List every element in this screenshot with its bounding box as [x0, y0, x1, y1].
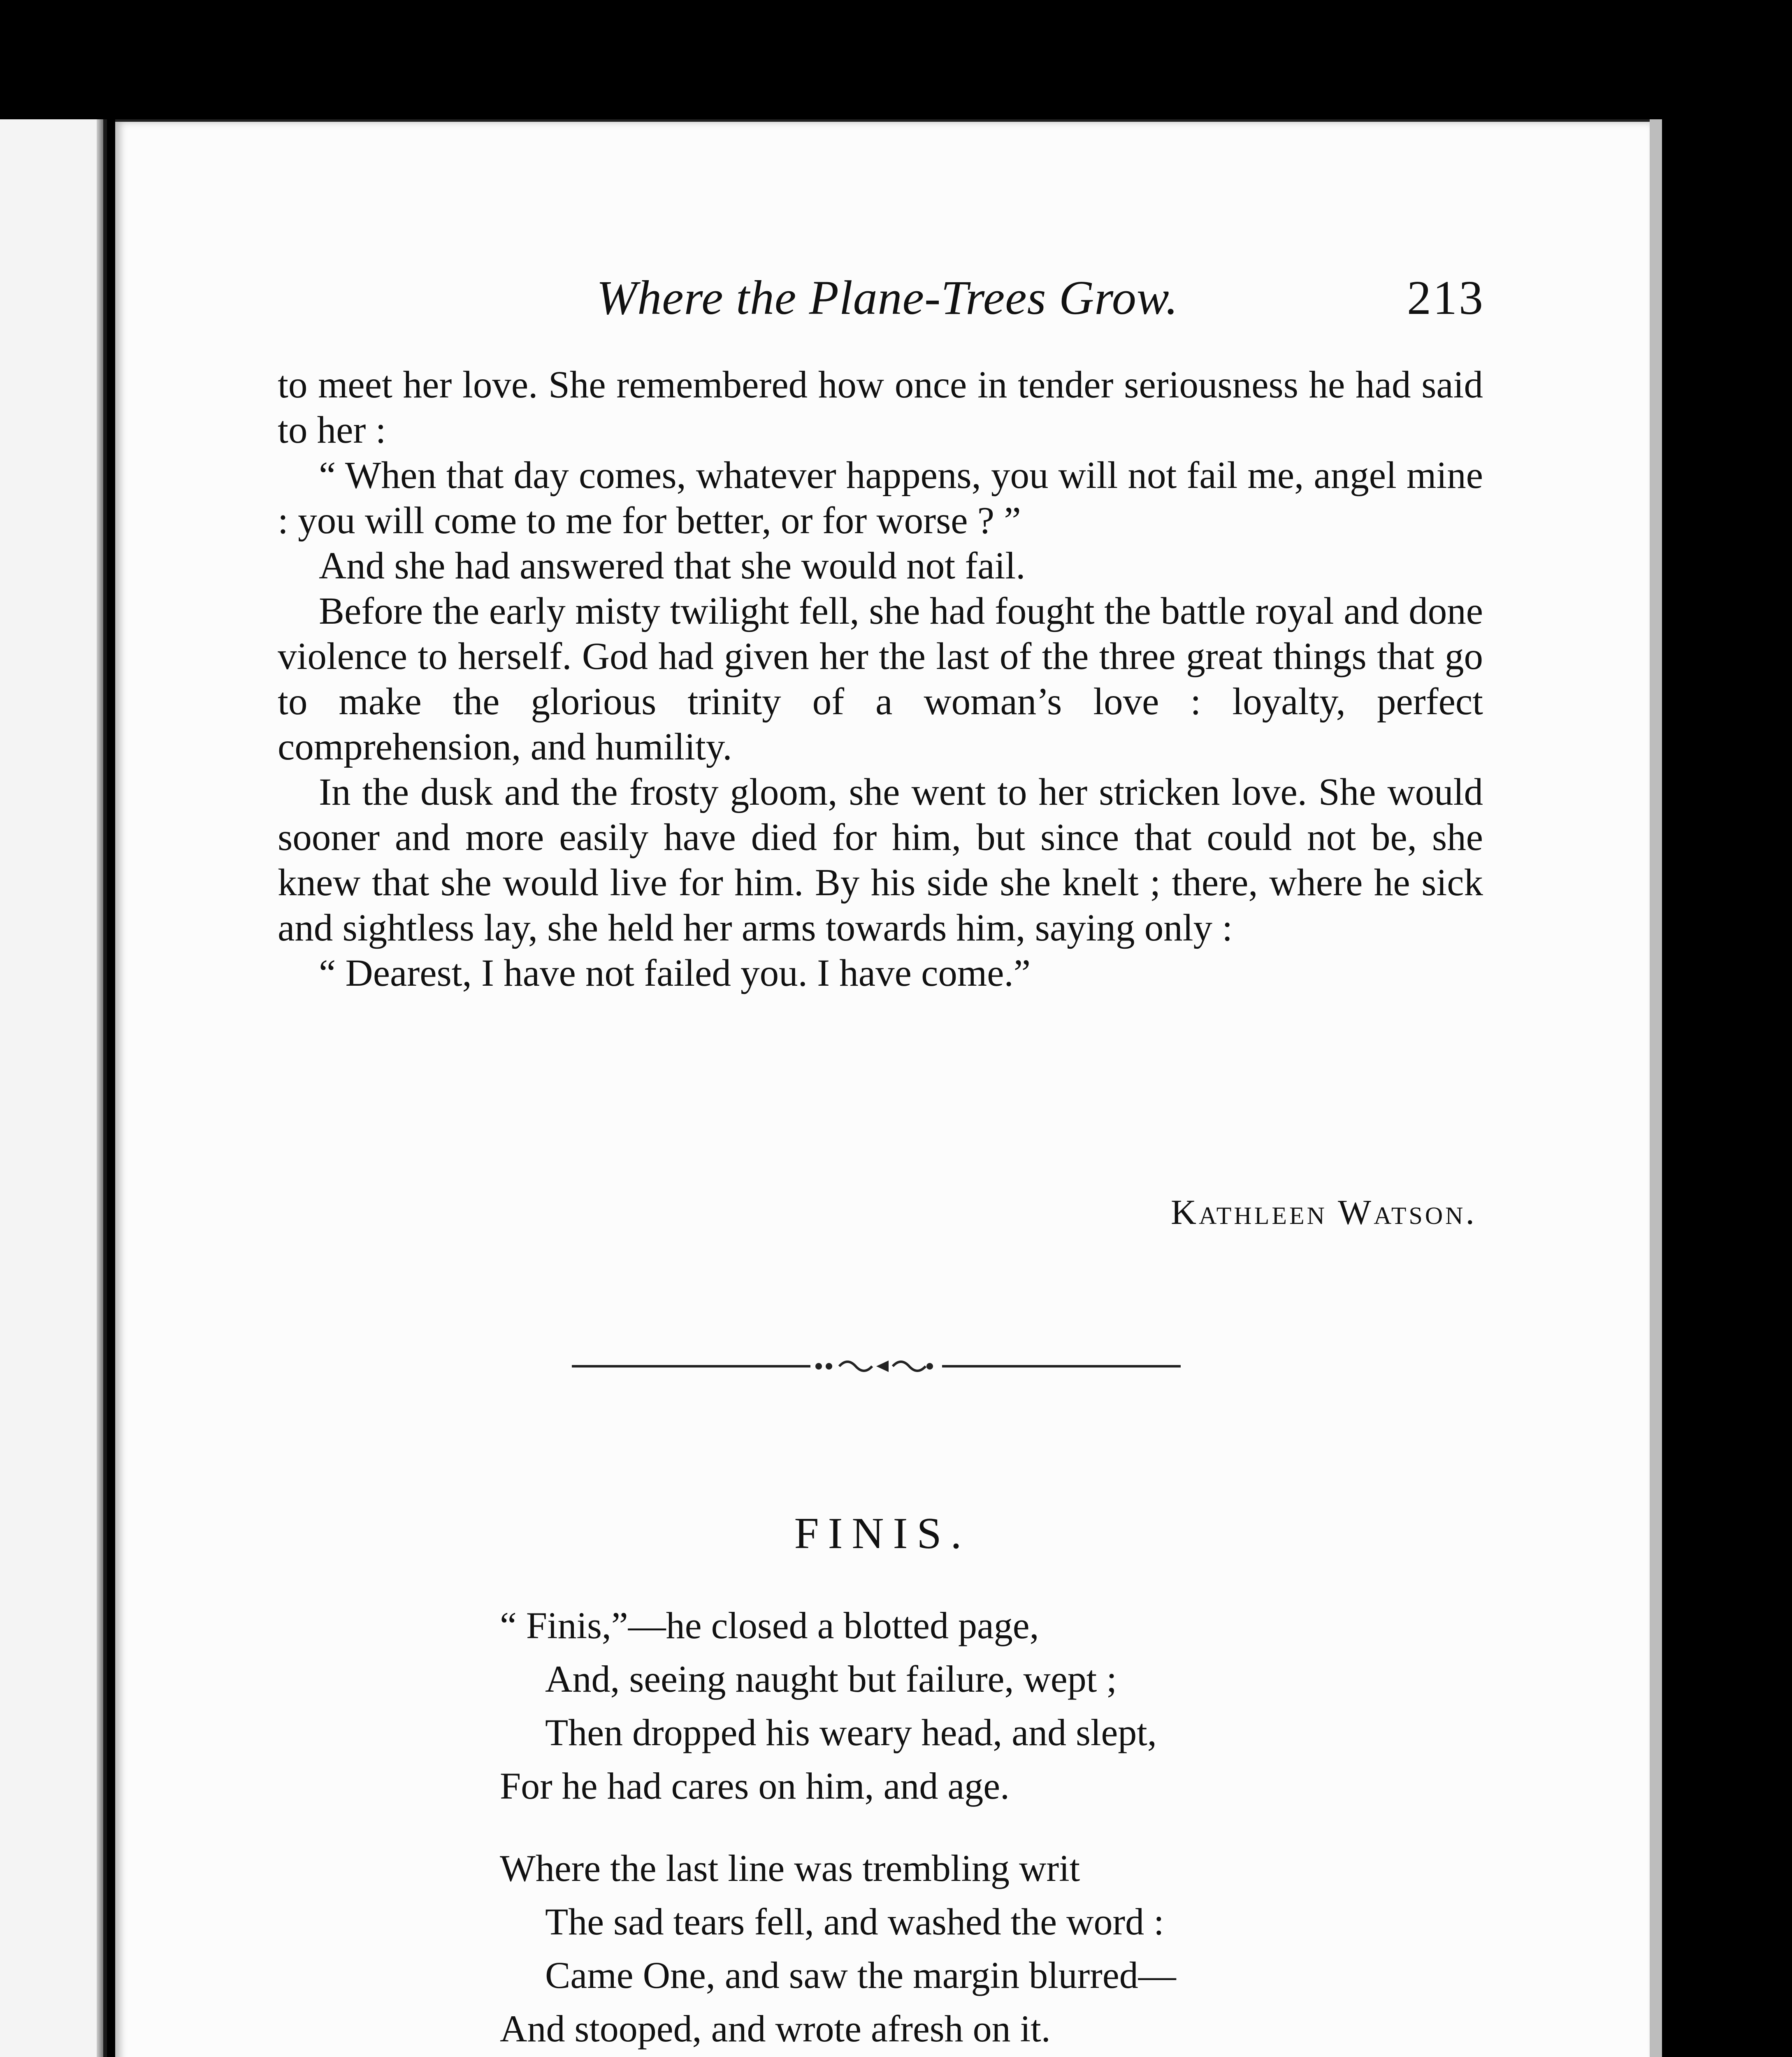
- poem-title: FINIS.: [794, 1509, 971, 1558]
- poem-line: The sad tears fell, and washed the word :: [545, 1901, 1164, 1943]
- poem-stanza: [500, 1841, 1446, 2055]
- story-paragraph: And she had answered that she would not fail.: [319, 545, 1026, 587]
- story-paragraph: In the dusk and the frosty gloom, she went to her stricken love. She would sooner and more easily have died for him, but since that could not be, she knew that she would live for him. By his side she knelt ; there, where he sick and sightless lay, she held her arms towards him, saying only :: [278, 771, 1483, 949]
- poem-line: And stooped, and wrote afresh on it.: [500, 2008, 1051, 2050]
- poem-line: Came One, and saw the margin blurred—: [545, 1954, 1176, 1996]
- page-number: 213: [1407, 271, 1485, 325]
- poem-line: Where the last line was trembling writ: [500, 1847, 1080, 1889]
- running-head: [115, 270, 1650, 332]
- poem-line: “ Finis,”—he closed a blotted page,: [500, 1604, 1039, 1646]
- page-stack-edge: [1650, 119, 1662, 2057]
- poem-body: [500, 1599, 1446, 2057]
- book-gutter: [97, 119, 103, 2057]
- story-paragraph: Before the early misty twilight fell, she had fought the battle royal and done violence to herself. God had given her the last of the three great things that go to make the glorious trinity of a woman’s love : loyalty, perfect comprehension, and humility.: [278, 590, 1483, 768]
- story-author: Kathleen Watson.: [1170, 1192, 1477, 1232]
- story-text: [278, 362, 1483, 996]
- running-title: Where the Plane-Trees Grow.: [597, 271, 1179, 325]
- story-paragraph: “ When that day comes, whatever happens, you will not fail me, angel mine : you will come to me for better, or for worse ? ”: [278, 454, 1483, 542]
- previous-page-edge: [0, 119, 107, 2057]
- poem-line: Then dropped his weary head, and slept,: [545, 1711, 1157, 1753]
- section-divider-ornament: [572, 1354, 1181, 1379]
- story-paragraph: “ Dearest, I have not failed you. I have come.”: [319, 952, 1031, 994]
- book-page: [115, 119, 1650, 2057]
- poem-line: For he had cares on him, and age.: [500, 1765, 1010, 1807]
- poem-line: And, seeing naught but failure, wept ;: [545, 1658, 1117, 1700]
- story-paragraph: to meet her love. She remembered how once in tender seriousness he had said to her :: [278, 364, 1483, 451]
- poem-stanza: [500, 1599, 1446, 1813]
